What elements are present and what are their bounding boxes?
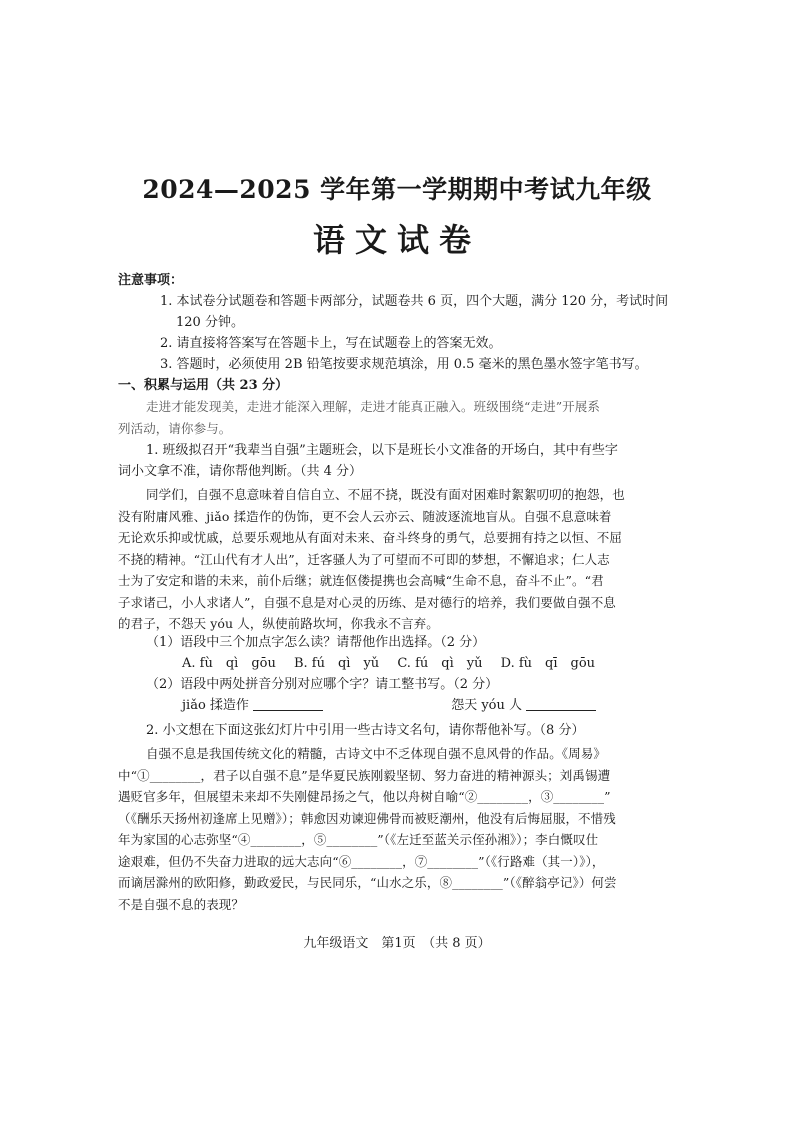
passage-line: 遇贬官多年，但展望未来却不失刚健昂扬之气，他以舟树自喻“②________，③________” xyxy=(118,789,611,804)
passage-line: （《酬乐天扬州初逢席上见赠》）；韩愈因劝谏迎佛骨而被贬潮州，他没有后悔屈服，不惜残 xyxy=(118,810,616,826)
passage-2 xyxy=(118,743,688,915)
passage-line: 子求诸己，小人求诸人”，自强不息是对心灵的历练、是对德行的培养，我们要做自强不息 xyxy=(118,594,616,610)
passage-line: 自强不息是我国传统文化的精髓，古诗文中不乏体现自强不息风骨的作品。《周易》 xyxy=(146,746,606,761)
question-2 xyxy=(118,720,688,741)
sub-question-text: （2）语段中两处拼音分别对应哪个字？请工整书写。（2 分） xyxy=(146,677,499,692)
notice-item: 3. 答题时，必须使用 2B 铅笔按要求规范填涂，用 0.5 毫米的黑色墨水签字笔书写。 xyxy=(160,357,648,372)
page-footer: 九年级语文 第1页 （共 8 页） xyxy=(303,936,491,951)
section-intro xyxy=(118,396,688,439)
notice-item: 1. 本试卷分试题卷和答题卡两部分，试题卷共 6 页，四个大题，满分 120 分，考试时间 xyxy=(160,294,669,309)
answer-blank[interactable] xyxy=(253,696,323,711)
pinyin-fill-row xyxy=(118,695,688,716)
question-text: 1. 班级拟召开“我辈当自强”主题班会，以下是班长小文准备的开场白，其中有些字 xyxy=(146,443,618,458)
option-d[interactable]: D. fù qī gōu xyxy=(500,656,596,671)
notice-heading: 注意事项： xyxy=(118,273,184,288)
passage-line: 的君子，不怨天 yóu 人，纵使前路坎坷，你我永不言弃。 xyxy=(118,616,439,631)
passage-line: 不是自强不息的表现？ xyxy=(118,896,245,912)
notice-item: 2. 请直接将答案写在答题卡上，写在试题卷上的答案无效。 xyxy=(160,336,502,351)
question-1-sub xyxy=(118,632,688,716)
sub-question-text: （1）语段中三个加点字怎么读？请帮他作出选择。（2 分） xyxy=(146,635,486,650)
passage-1 xyxy=(118,484,688,635)
passage-line: 同学们，自强不息意味着自信自立、不屈不挠，既没有面对困难时絮絮叨叨的抱怨，也 xyxy=(146,487,625,502)
passage-line: 途艰难，但仍不失奋力进取的远大志向“⑥________，⑦________”（《行路难（其一）》）， xyxy=(118,853,605,869)
exam-title: 2024—2025 学年第一学期期中考试九年级 xyxy=(142,175,652,204)
question-1 xyxy=(118,440,688,482)
option-c[interactable]: C. fú qì yǔ xyxy=(397,656,483,671)
option-a[interactable]: A. fù qì gōu xyxy=(182,656,276,671)
answer-blank[interactable] xyxy=(526,696,596,711)
answer-options xyxy=(118,653,688,674)
pinyin-item-1: jiǎo 揉造作 xyxy=(182,698,249,713)
notice-block xyxy=(118,270,688,396)
intro-line: 走进才能发现美，走进才能深入理解，走进才能真正融入。班级围绕“走进”开展系 xyxy=(146,399,600,414)
passage-line: 无论欢乐抑或忧戚，总要乐观地从有面对未来、奋斗终身的勇气，总要拥有持之以恒、不屈 xyxy=(118,530,623,545)
section-heading: 一、积累与运用（共 23 分） xyxy=(118,378,289,393)
notice-item: 120 分钟。 xyxy=(176,315,244,330)
passage-line: 没有附庸风雅、jiǎo 揉造作的伪饰，更不会人云亦云、随波逐流地盲从。自强不息意味着 xyxy=(118,508,612,524)
passage-line: 年为家国的心志弥坚“④________，⑤________”（《左迁至蓝关示侄孙湘》）；李白慨叹仕 xyxy=(118,832,599,847)
passage-line: 士为了安定和谐的未来，前仆后继；就连伛偻提携也会高喊“生命不息，奋斗不止”。“君 xyxy=(118,573,604,588)
exam-subject-title: 语文试卷 xyxy=(312,221,481,259)
passage-line: 中“①________，君子以自强不息”是华夏民族刚毅坚韧、努力奋进的精神源头；刘禹锡遭 xyxy=(118,767,611,783)
pinyin-item-2: 怨天 yóu 人 xyxy=(451,698,522,713)
intro-line: 列活动，请你参与。 xyxy=(118,420,232,436)
passage-line: 而谪居滁州的欧阳修，勤政爱民，与民同乐，“山水之乐，⑧________”（《醉翁亭记》）何尝 xyxy=(118,875,617,890)
question-text: 2. 小文想在下面这张幻灯片中引用一些古诗文名句，请你帮他补写。（8 分） xyxy=(146,723,585,738)
option-b[interactable]: B. fú qì yǔ xyxy=(293,656,380,671)
question-text: 词小文拿不准，请你帮他判断。（共 4 分） xyxy=(118,464,363,479)
passage-line: 不挠的精神。“江山代有才人出”，迁客骚人为了可望而不可即的梦想，不懈追求；仁人志 xyxy=(118,551,610,567)
